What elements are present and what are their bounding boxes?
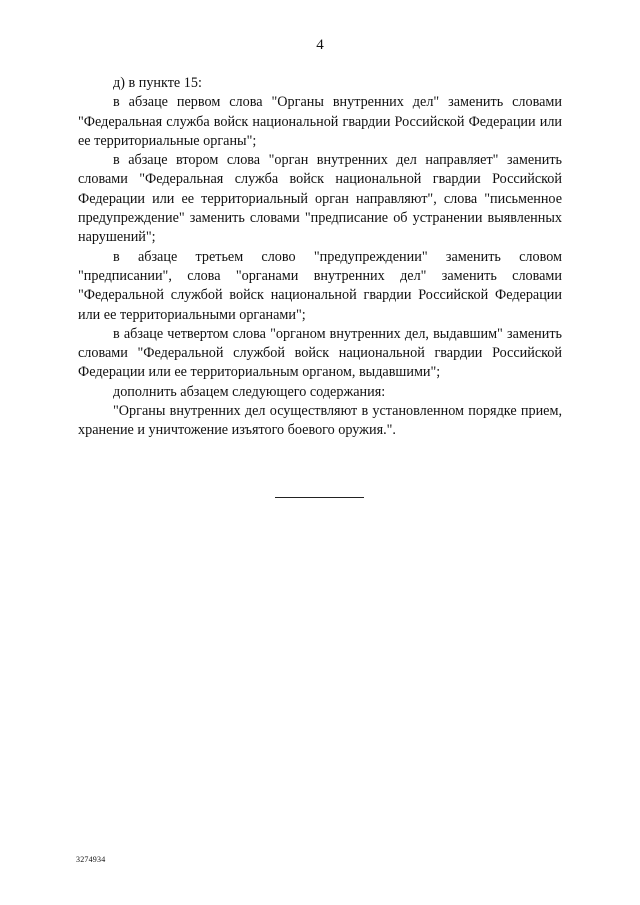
paragraph-second-abzac: в абзаце втором слова "орган внутренних дел направляет" заменить словами "Федеральная служба войск национальной гвардии Российской Федерации или ее территориальный орган направляют", слова "письменное предупреждение" заменить словами "предписание об устранении выявленных нарушений";: [78, 152, 562, 246]
paragraph-fourth-abzac: в абзаце четвертом слова "органом внутренних дел, выдавшим" заменить словами "Федеральной службой войск национальной гвардии Российской Федерации или ее территориальным органом, выдавшими";: [78, 325, 562, 381]
separator-line: [275, 497, 364, 498]
paragraph-new-text: "Органы внутренних дел осуществляют в установленном порядке прием, хранение и уничтожение изъятого боевого оружия.".: [78, 403, 562, 439]
page-number: 4: [316, 37, 324, 53]
paragraph-item-d: д) в пункте 15:: [113, 75, 202, 91]
document-code: 3274934: [76, 855, 106, 864]
paragraph-add-abzac: дополнить абзацем следующего содержания:: [113, 383, 386, 400]
paragraph-third-abzac: в абзаце третьем слово "предупреждении" заменить словом "предписании", слова "органами внутренних дел" заменить словами "Федеральной службой войск национальной гвардии Российской Федерации или ее территориальными органами";: [78, 248, 562, 323]
document-body: [78, 74, 562, 441]
paragraph-first-abzac: в абзаце первом слова "Органы внутренних дел" заменить словами "Федеральная служба войск национальной гвардии Российской Федерации или ее территориальные органы";: [78, 94, 562, 149]
